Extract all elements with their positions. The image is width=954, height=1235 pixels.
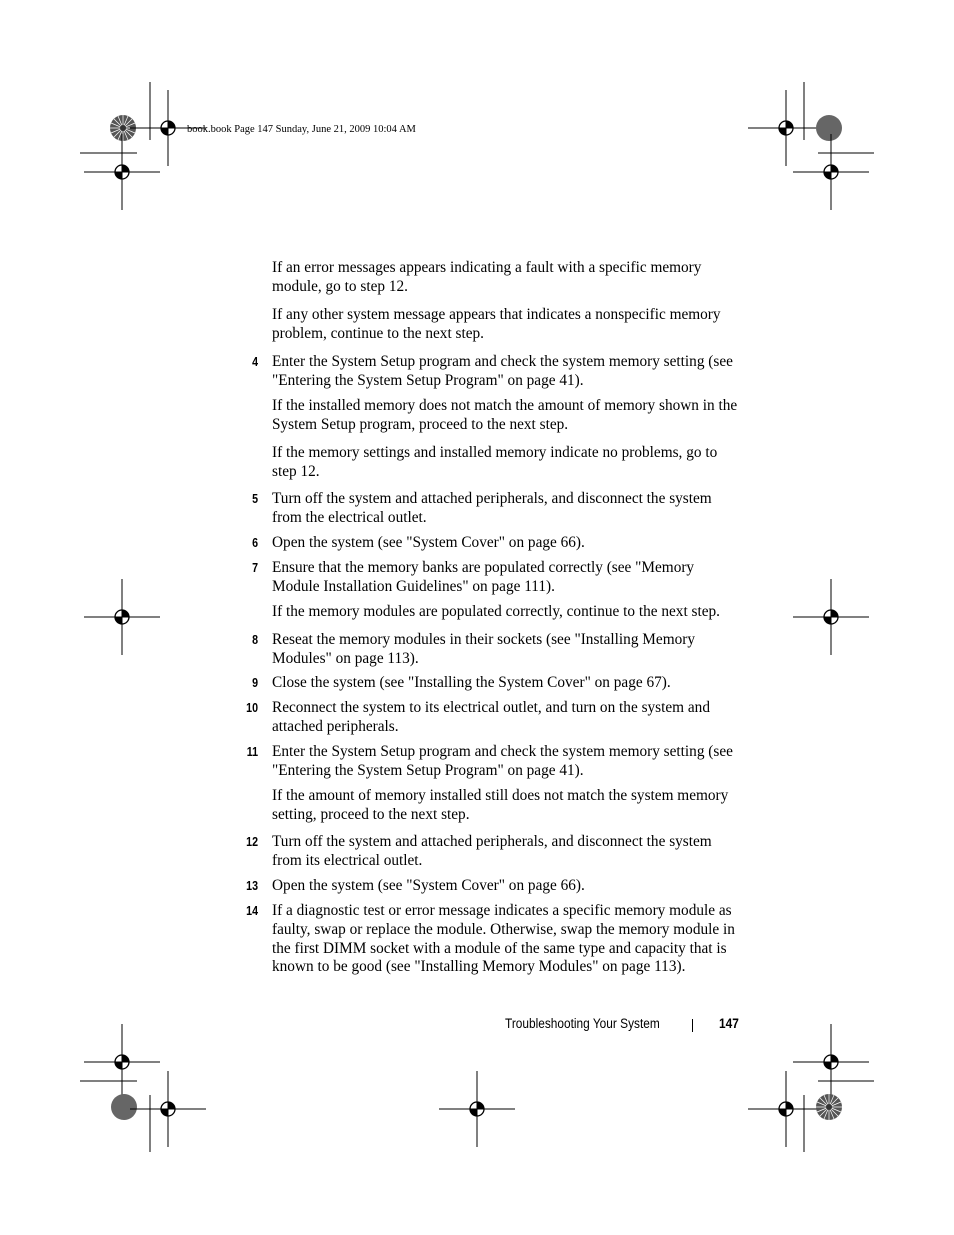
registration-target-icon (793, 579, 869, 655)
step-number: 14 (246, 903, 258, 918)
registration-star-icon (816, 1094, 842, 1120)
step-text: Reseat the memory modules in their sockets (see "Installing Memory Modules" on page 113). (272, 631, 695, 667)
registration-target-icon (793, 1024, 869, 1100)
step-note: If the amount of memory installed still does not match the system memory setting, proceed to the next step. (272, 787, 729, 823)
step-number: 13 (246, 878, 258, 893)
step-note: If the memory settings and installed memory indicate no problems, go to step 12. (272, 444, 718, 480)
registration-target-icon (84, 134, 160, 210)
step-text: Turn off the system and attached peripherals, and disconnect the system from the electrical outlet. (272, 490, 712, 526)
step-note: If the memory modules are populated correctly, continue to the next step. (272, 603, 720, 620)
registration-target-icon (748, 1071, 824, 1147)
step-text: Open the system (see "System Cover" on page 66). (272, 534, 585, 551)
registration-target-icon (748, 90, 824, 166)
step-text: Enter the System Setup program and check the system memory setting (see "Entering the System Setup Program" on page 41). (272, 353, 733, 389)
step-note: If the installed memory does not match the amount of memory shown in the System Setup program, proceed to the next step. (272, 397, 738, 433)
step-number: 8 (252, 632, 258, 647)
step-number: 11 (246, 744, 258, 759)
intro-paragraph: If any other system message appears that indicates a nonspecific memory problem, continue to the next step. (272, 306, 721, 342)
footer-divider (692, 1019, 693, 1032)
step-text: Close the system (see "Installing the System Cover" on page 67). (272, 674, 671, 691)
registration-target-icon (84, 579, 160, 655)
registration-target-icon (793, 134, 869, 210)
step-text: If a diagnostic test or error message indicates a specific memory module as faulty, swap or replace the module. Otherwise, swap the memory module in the first DIMM socket with a module of the same type and capacity that is known to be good (see "Installing Memory Modules" on page 113). (272, 902, 735, 976)
step-number: 7 (252, 560, 258, 575)
intro-paragraph: If an error messages appears indicating a fault with a specific memory module, go to step 12. (272, 259, 702, 295)
print-slug: book.book Page 147 Sunday, June 21, 2009 10:04 AM (187, 124, 416, 135)
registration-target-icon (130, 1071, 206, 1147)
step-number: 12 (246, 834, 258, 849)
step-text: Ensure that the memory banks are populated correctly (see "Memory Module Installation Guidelines" on page 111). (272, 559, 695, 595)
registration-target-icon (84, 1024, 160, 1100)
step-text: Turn off the system and attached peripherals, and disconnect the system from its electrical outlet. (272, 833, 712, 869)
step-number: 6 (252, 535, 258, 550)
step-text: Open the system (see "System Cover" on page 66). (272, 877, 585, 894)
step-text: Reconnect the system to its electrical outlet, and turn on the system and attached peripherals. (272, 699, 710, 735)
registration-target-icon (439, 1071, 515, 1147)
footer-section-title: Troubleshooting Your System (505, 1016, 660, 1031)
registration-disc-icon (816, 115, 842, 141)
step-number: 5 (252, 491, 258, 506)
step-text: Enter the System Setup program and check the system memory setting (see "Entering the System Setup Program" on page 41). (272, 743, 733, 779)
step-number: 9 (252, 675, 258, 690)
step-number: 4 (252, 354, 258, 369)
step-number: 10 (246, 700, 258, 715)
registration-disc-icon (111, 1094, 137, 1120)
page-number: 147 (719, 1015, 739, 1031)
